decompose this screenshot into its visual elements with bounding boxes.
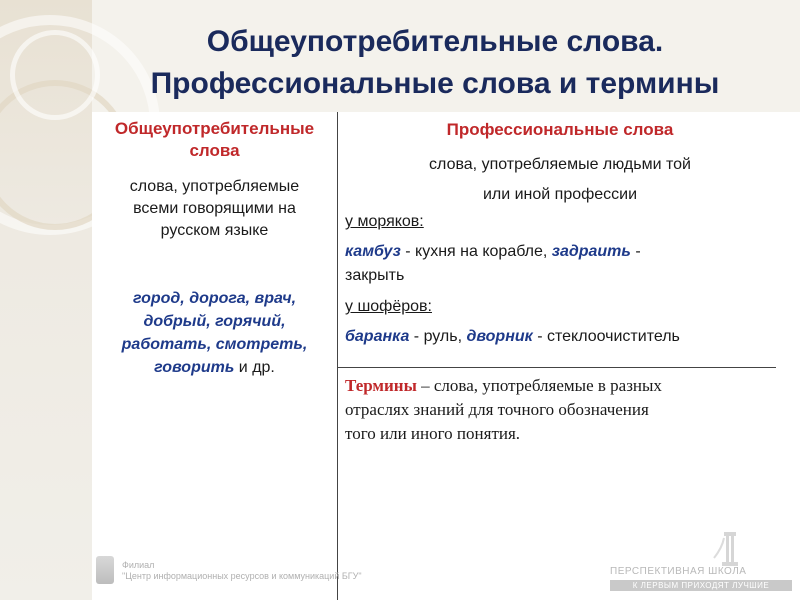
example-line: работать, смотреть, [121, 336, 308, 353]
school-slogan: К ЛЕРВЫМ ПРИХОДЯТ ЛУЧШИЕ [610, 580, 792, 591]
decorative-band [0, 0, 92, 600]
column-divider [337, 112, 338, 600]
term-word: баранка [345, 328, 410, 345]
definition-line: слова, употребляемые [129, 178, 300, 195]
terms-line: отраслях знаний для точного обозначения [345, 400, 649, 419]
decorative-ring [10, 30, 100, 120]
terms-label: Термины [345, 376, 417, 395]
heading-line: Общеупотребительные [114, 119, 315, 138]
term-word: дворник [466, 328, 533, 345]
slide-title-line2: Профессиональные слова и термины [150, 67, 720, 100]
school-logo [610, 564, 790, 592]
sailors-examples [345, 241, 775, 263]
university-logo-icon [96, 556, 114, 584]
example-line [92, 356, 337, 379]
heading-line: слова [189, 141, 240, 160]
drivers-examples [345, 326, 775, 348]
branch-caption-line: Филиал [122, 560, 155, 570]
school-name: ПЕРСПЕКТИВНАЯ ШКОЛА [610, 566, 747, 577]
example-line: добрый, горячий, [143, 313, 286, 330]
example-line: город, дорога, врач, [132, 290, 297, 307]
term-explanation: - кухня на корабле, [400, 243, 552, 260]
definition-line: всеми говорящими на [133, 200, 296, 217]
sailors-label: у моряков: [345, 213, 424, 230]
term-word: камбуз [345, 243, 401, 260]
drivers-label: у шофёров: [345, 298, 432, 315]
definition-line: русском языке [160, 222, 269, 239]
example-tail: и др. [234, 359, 275, 376]
term-explanation: - стеклоочиститель [532, 328, 680, 345]
terms-definition [345, 374, 775, 446]
common-words-examples [92, 287, 337, 379]
row-divider [338, 367, 776, 368]
term-explanation: - руль, [409, 328, 467, 345]
terms-line: того или иного понятия. [345, 424, 521, 443]
common-words-definition [92, 176, 337, 242]
sailors-examples-cont: закрыть [345, 267, 405, 284]
term-explanation: - [630, 243, 641, 260]
branch-caption-line: "Центр информационных ресурсов и коммуникаций БГУ" [122, 571, 362, 581]
slide-title-line1: Общеупотребительные слова. [206, 25, 664, 58]
term-word: задраить [551, 243, 631, 260]
example-word: говорить [154, 359, 235, 376]
definition-line: или иной профессии [482, 186, 638, 203]
definition-line: слова, употребляемые людьми той [429, 156, 691, 173]
professional-words-heading: Профессиональные слова [446, 120, 674, 139]
branch-logo [96, 556, 396, 588]
branch-caption [122, 560, 362, 582]
terms-text: – слова, употребляемые в разных [416, 376, 662, 395]
terms-line [345, 374, 775, 398]
common-words-heading [92, 118, 337, 162]
professional-words-definition [345, 150, 775, 210]
